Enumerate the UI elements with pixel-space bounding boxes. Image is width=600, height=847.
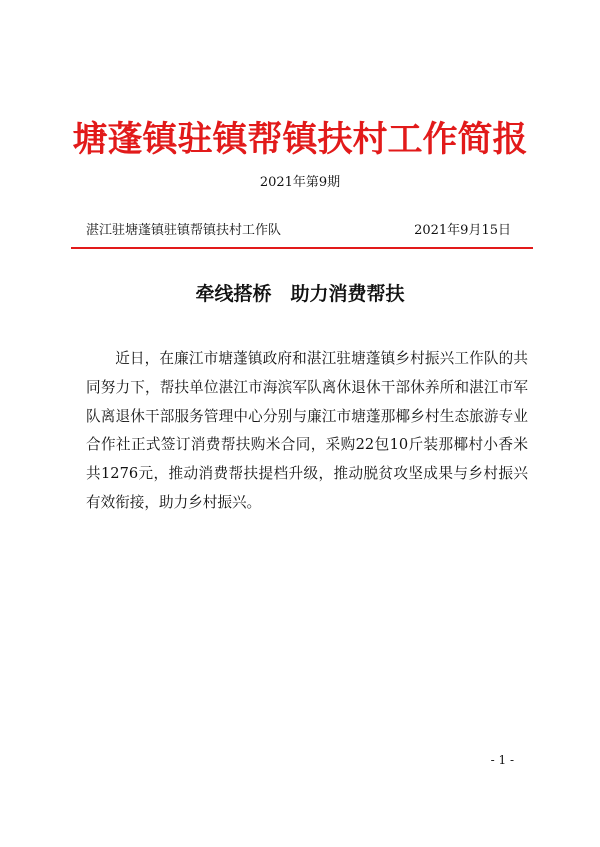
bulletin-masthead-title: 塘蓬镇驻镇帮镇扶村工作简报 (72, 120, 528, 160)
article-title: 牵线搭桥 助力消费帮扶 (195, 283, 405, 305)
red-divider-rule (71, 247, 533, 249)
article-body: 近日，在廉江市塘蓬镇政府和湛江驻塘蓬镇乡村振兴工作队的共同努力下，帮扶单位湛江市海滨军队离休退休干部休养所和湛江市军队离退休干部服务管理中心分别与廉江市塘蓬那椰乡村生态旅游专业合作社正式签订消费帮扶购米合同，采购22包10斤装那椰村小香米共1276元，推动消费帮扶提档升级，推动脱贫攻坚成果与乡村振兴有效衔接，助力乡村振兴。 (86, 350, 528, 511)
page-number: - 1 - (490, 753, 514, 767)
issuing-organization: 湛江驻塘蓬镇驻镇帮镇扶村工作队 (86, 223, 282, 238)
issue-date: 2021年9月15日 (414, 223, 511, 238)
issue-number: 2021年第9期 (259, 175, 341, 190)
